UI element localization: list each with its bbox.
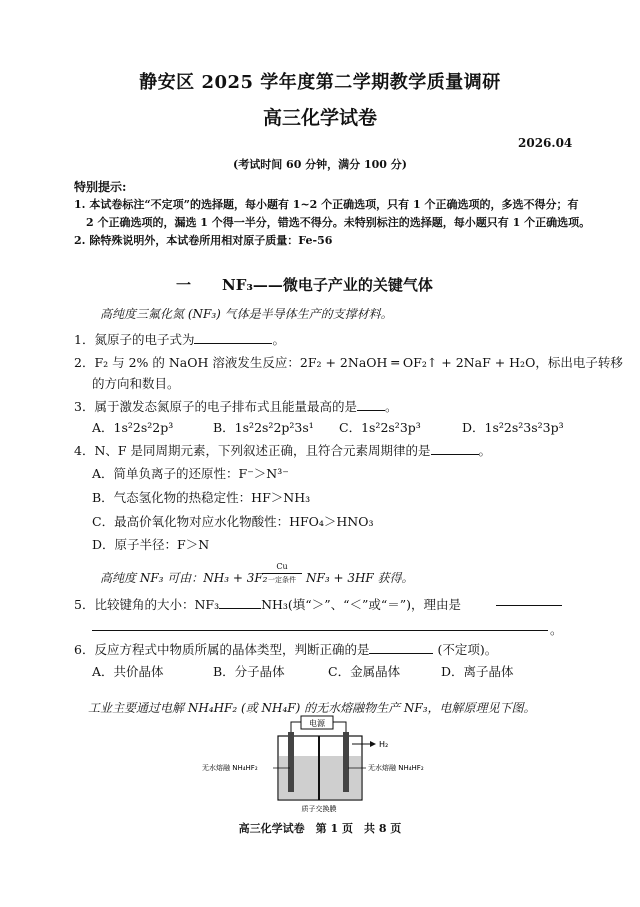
note-2: 2. 除特殊说明外，本试卷所用相对原子质量：Fe-56 bbox=[74, 234, 333, 247]
q6-option-b[interactable]: B．分子晶体 bbox=[213, 664, 285, 679]
question-5-text-b: NH₃(填“＞”、“＜”或“＝”)，理由是 bbox=[261, 597, 462, 612]
question-4-text: 4．N、F 是同周期元素，下列叙述正确，且符合元素周期律的是 bbox=[74, 443, 431, 458]
question-1-blank[interactable] bbox=[194, 332, 272, 344]
question-1-text: 1．氮原子的电子式为 bbox=[74, 332, 195, 347]
q6-option-d[interactable]: D．离子晶体 bbox=[441, 664, 514, 679]
question-5-blank-3[interactable] bbox=[92, 630, 548, 631]
question-5-end: 。 bbox=[550, 622, 563, 637]
section-intro: 高纯度三氟化氮 (NF₃) 气体是半导体生产的支撑材料。 bbox=[100, 307, 393, 321]
electrolysis-intro: 工业主要通过电解 NH₄HF₂ (或 NH₄F) 的无水熔融物生产 NF₃，电解原理见下图。 bbox=[88, 701, 536, 715]
q3-option-a[interactable]: A．1s²2s²2p³ bbox=[92, 420, 174, 435]
question-4-blank[interactable] bbox=[431, 443, 479, 455]
question-3 bbox=[74, 397, 397, 415]
notes-heading: 特别提示: bbox=[74, 180, 127, 194]
q4-option-b[interactable]: B．气态氢化物的热稳定性：HF＞NH₃ bbox=[92, 490, 311, 505]
electrolysis-diagram bbox=[200, 714, 460, 814]
q3-option-d[interactable]: D．1s²2s²3s²3p³ bbox=[462, 420, 564, 435]
cathode bbox=[343, 732, 349, 792]
exam-subtitle: 高三化学试卷 bbox=[262, 107, 377, 129]
h2-arrow bbox=[370, 741, 376, 747]
prep-text-b: NF₃ + 3HF 获得。 bbox=[306, 571, 414, 585]
q3-option-c[interactable]: C．1s²2s²3p³ bbox=[339, 420, 421, 435]
question-2-line-1: 2．F₂ 与 2% 的 NaOH 溶液发生反应：2F₂ + 2NaOH ═ OF₂↑ + 2NaF + H₂O，标出电子转移 bbox=[74, 355, 623, 370]
q6-option-c[interactable]: C．金属晶体 bbox=[328, 664, 401, 679]
question-6-blank[interactable] bbox=[369, 642, 433, 654]
note-1-line-1: 1. 本试卷标注“不定项”的选择题，每小题有 1~2 个正确选项，只有 1 个正确选项的，多选不得分；有 bbox=[74, 198, 579, 211]
question-3-blank[interactable] bbox=[357, 399, 385, 411]
power-label: 电源 bbox=[309, 719, 325, 728]
section-number: 一 bbox=[176, 276, 192, 294]
prep-catalyst: Cu bbox=[276, 562, 288, 571]
prep-text-a: 高纯度 NF₃ 可由：NH₃ + 3F₂ bbox=[100, 571, 268, 585]
q4-option-a[interactable]: A．简单负离子的还原性：F⁻＞N³⁻ bbox=[92, 466, 289, 481]
prep-arrow bbox=[262, 573, 302, 574]
question-3-end: 。 bbox=[384, 399, 398, 414]
membrane-label: 质子交换膜 bbox=[301, 805, 337, 813]
exam-title: 静安区 2025 学年度第二学期教学质量调研 bbox=[139, 72, 501, 93]
left-electrolyte-label: 无水熔融 NH₄HF₂ bbox=[202, 764, 258, 772]
right-electrolyte-label: 无水熔融 NH₄HF₂ bbox=[368, 764, 424, 772]
question-5-blank-1[interactable] bbox=[219, 597, 261, 609]
question-4 bbox=[74, 441, 491, 459]
question-4-end: 。 bbox=[478, 443, 492, 458]
q3-option-b[interactable]: B．1s²2s²2p²3s¹ bbox=[213, 420, 314, 435]
page-footer: 高三化学试卷 第 1 页 共 8 页 bbox=[238, 822, 402, 835]
exam-info: (考试时间 60 分钟，满分 100 分) bbox=[233, 158, 407, 171]
prep-condition: 一定条件 bbox=[268, 576, 296, 584]
question-5 bbox=[74, 595, 461, 613]
question-6 bbox=[74, 640, 497, 658]
question-5-blank-2[interactable] bbox=[496, 605, 562, 606]
question-3-text: 3．属于激发态氮原子的电子排布式且能量最高的是 bbox=[74, 399, 357, 414]
note-1-line-2: 2 个正确选项的，漏选 1 个得一半分，错选不得分。未特别标注的选择题，每小题只有 1 个正确选项。 bbox=[86, 216, 591, 229]
question-2-line-2: 的方向和数目。 bbox=[92, 376, 180, 391]
question-6-tag: (不定项)。 bbox=[437, 642, 498, 657]
q4-option-d[interactable]: D．原子半径：F＞N bbox=[92, 537, 210, 552]
section-title: NF₃——微电子产业的关键气体 bbox=[222, 276, 433, 294]
exam-date: 2026.04 bbox=[518, 136, 573, 150]
anode bbox=[288, 732, 294, 792]
question-5-text-a: 5．比较键角的大小：NF₃ bbox=[74, 597, 220, 612]
h2-label: H₂ bbox=[379, 740, 389, 749]
q4-option-c[interactable]: C．最高价氧化物对应水化物酸性：HFO₄＞HNO₃ bbox=[92, 514, 374, 529]
question-6-text: 6．反应方程式中物质所属的晶体类型，判断正确的是 bbox=[74, 642, 370, 657]
q6-option-a[interactable]: A．共价晶体 bbox=[92, 664, 164, 679]
question-1: 1．氮原子的电子式为 。 bbox=[74, 332, 285, 347]
